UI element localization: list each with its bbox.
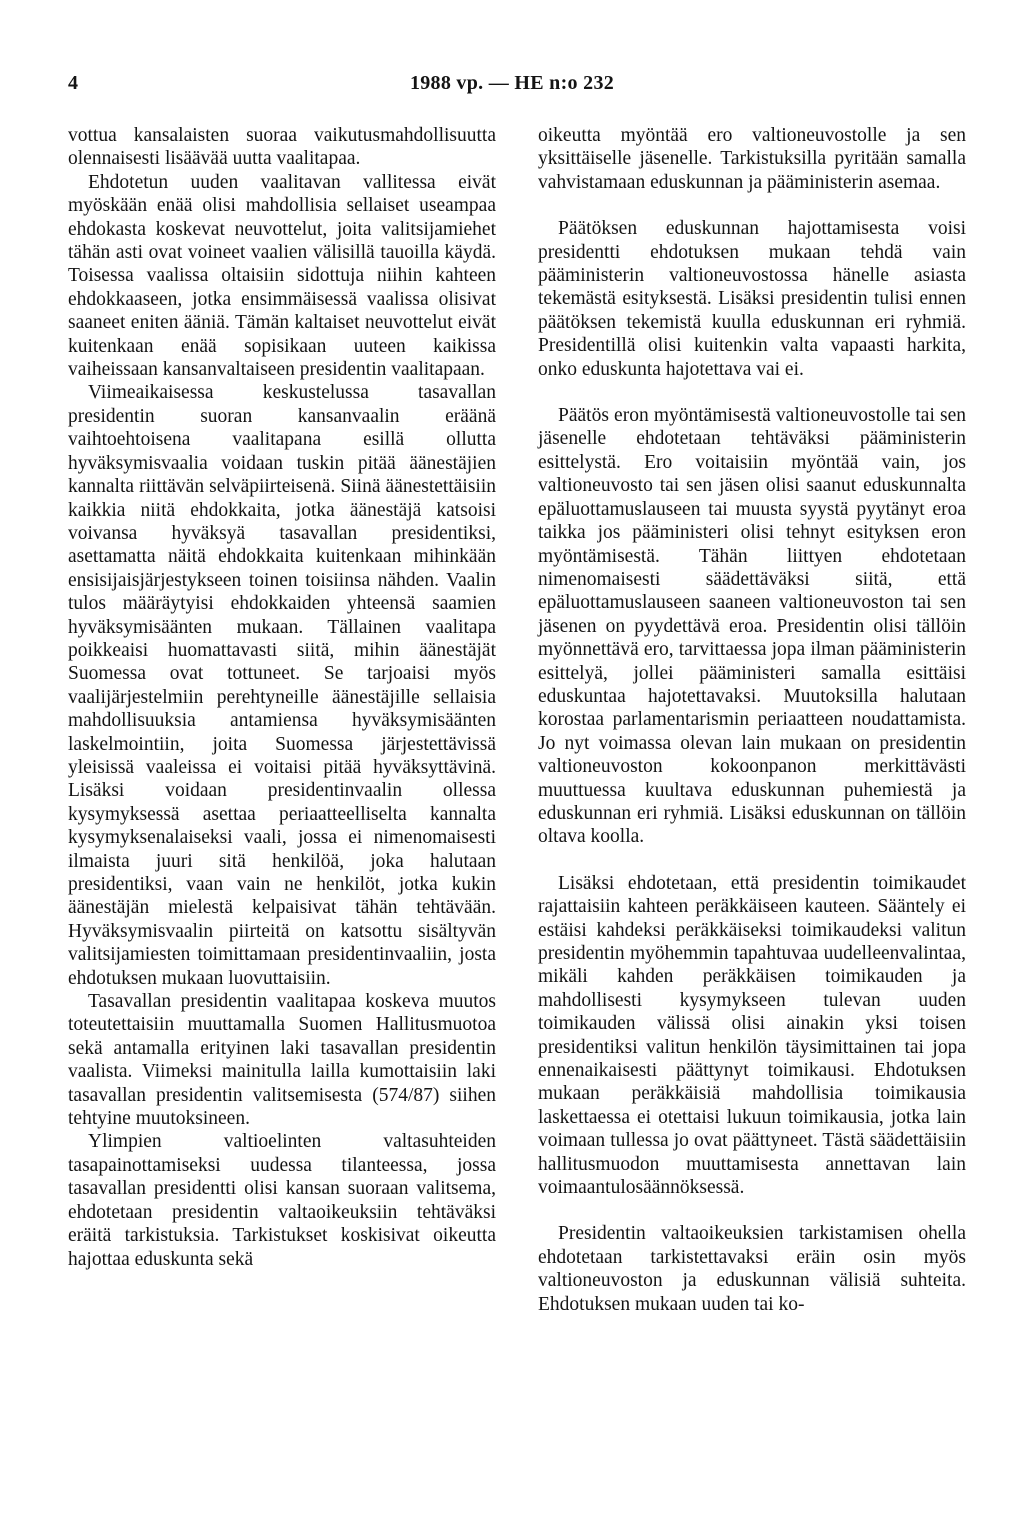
left-paragraph-2: Ehdotetun uuden vaalitavan vallitessa eivät myöskään enää olisi mahdollisia sellaiset useampaa ehdokasta koskevat neuvottelut, joita valitsijamiehet tähän asti ovat voineet vaalien välisillä tauoilla käydä. Toisessa vaalissa oltaisiin sidottuja niihin kahteen ehdokkaaseen, jotka ensimmäisessä vaalissa olisivat saaneet eniten ääniä. Tämän kaltaiset neuvottelut eivät kuitenkaan enää sopisikaan uuteen kaikissa vaiheissaan kansanvaltaiseen presidentin vaalitapaan. [68,171,496,381]
right-paragraph-1: oikeutta myöntää ero valtioneuvostolle ja sen yksittäiselle jäsenelle. Tarkistuksilla pyritään samalla vahvistamaan eduskunnan ja pääministerin asemaa. [538,125,966,193]
right-paragraph-2: Päätöksen eduskunnan hajottamisesta voisi presidentti ehdotuksen mukaan tehdä vain pääministerin valtioneuvostossa hänelle asiasta tekemästä esityksestä. Lisäksi presidentin tulisi ennen päätöksen tekemistä kuulla eduskunnan eri ryhmiä. Presidentillä olisi kuitenkin valta vapaasti harkita, onko eduskunta hajotettava vai ei. [538,218,966,380]
left-column [68,124,496,1271]
right-paragraph-5: Presidentin valtaoikeuksien tarkistamisen ohella ehdotetaan tarkistettavaksi eräin osin myös valtioneuvoston ja eduskunnan välisiä suhteita. Ehdotuksen mukaan uuden tai ko- [538,1223,966,1315]
right-paragraph-3: Päätös eron myöntämisestä valtioneuvostolle tai sen jäsenelle ehdotetaan tehtäväksi pääministerin esittelystä. Ero voitaisiin myöntää vain, jos valtioneuvosto tai sen jäsen olisi saanut eduskunnalta epäluottamuslauseen tai muusta syystä pyytänyt eroa taikka jos pääministeri olisi tehnyt esityksen eron myöntämisestä. Tähän liittyen ehdotetaan nimenomaisesti säädettäväksi siitä, että epäluottamuslauseen saaneen valtioneuvoston tai sen jäsenen on pyydettävä eroa. Presidentin olisi tällöin myönnettävä ero, tarvittaessa jopa ilman pääministerin esittelyä, jollei pääministeri samalla esittäisi eduskuntaa hajotettavaksi. Muutoksilla halutaan korostaa parlamentarismin periaatteen noudattamista. Jo nyt voimassa olevan lain mukaan on presidentin valtioneuvoston kokoonpanon merkittävästi muuttuessa kuultava eduskunnan puhemiestä ja eduskunnan eri ryhmiä. Lisäksi eduskunnan on tällöin oltava koolla. [538,405,966,848]
left-paragraph-4: Tasavallan presidentin vaalitapaa koskeva muutos toteutettaisiin muuttamalla Suomen Hallitusmuotoa sekä antamalla erityinen laki tasavallan presidentin vaalista. Viimeksi mainitulla lailla kumottaisiin laki tasavallan presidentin valitsemisesta (574/87) siihen tehtyine muutoksineen. [68,991,496,1130]
running-title: 1988 vp. — HE n:o 232 [409,72,615,94]
left-paragraph-1: vottua kansalaisten suoraa vaikutusmahdollisuutta olennaisesti lisäävää uutta vaalitapaa. [68,125,496,170]
left-paragraph-3: Viimeaikaisessa keskustelussa tasavallan presidentin suoran kansanvaalin eräänä vaihtoehtoisena vaalitapana esillä ollutta hyväksymisvaalia voidaan tuskin pitää äänestäjien kannalta riittävän selväpiirteisenä. Siinä äänestettäisiin kaikkia niitä ehdokkaita, jotka äänestäjä katsoisi voivansa hyväksyä tasavallan presidentiksi, asettamatta näitä ehdokkaita kuitenkaan mihinkään ensisijaisjärjestykseen toinen toisiinsa nähden. Vaalin tulos määräytyisi ehdokkaiden yhteensä saamien hyväksymisäänten mukaan. Tällainen vaalitapa poikkeaisi huomattavasti siitä, mihin äänestäjät Suomessa ovat tottuneet. Se tarjoaisi myös vaalijärjestelmiin perehtyneille äänestäjille sellaisia mahdollisuuksia antamiensa hyväksymisäänten laskelmointiin, joita Suomessa järjestettävissä yleisissä vaaleissa ei voitaisi pitää hyväksyttävinä. Lisäksi voidaan presidentinvaalin ollessa kysymyksessä asettaa periaatteelliselta kannalta kysymyksenalaiseksi vaali, jossa ei nimenomaisesti ilmaista juuri sitä henkilöä, joka halutaan presidentiksi, vaan vain ne henkilöt, jotka kukin äänestäjän mielestä kelpaisivat tähän tehtävään. Hyväksymisvaalin piirteitä on katsottu sisältyvän valitsijamiesten toimittamaan presidentinvaaliin, josta ehdotuksen mukaan luovuttaisiin. [68,382,496,989]
page-number: 4 [68,72,78,94]
left-paragraph-5: Ylimpien valtioelinten valtasuhteiden tasapainottamiseksi uudessa tilanteessa, jossa tasavallan presidentti olisi kansan suoraan valitsema, ehdotetaan presidentin valtaoikeuksiin tehtäväksi eräitä tarkistuksia. Tarkistukset koskisivat oikeutta hajottaa eduskunta sekä [68,1131,496,1270]
right-paragraph-4: Lisäksi ehdotetaan, että presidentin toimikaudet rajattaisiin kahteen peräkkäiseen kauteen. Sääntely ei estäisi kahdeksi peräkkäiseksi toimikaudeksi valitun presidentin myöhemmin tapahtuvaa uudelleenvalintaa, mikäli kahden peräkkäisen toimikauden ja mahdollisesti kysymykseen tulevan uuden toimikauden välissä olisi ainakin yksi toisen presidentiksi valitun henkilön täysimittainen tai jopa ennenaikaisesti päättynyt toimikausi. Ehdotuksen mukaan peräkkäisiä mahdollisia toimikausia laskettaessa ei otettaisi lukuun toimikausia, jotka lain voimaan tullessa jo ovat päättyneet. Tästä säädettäisiin hallitusmuodon muuttamisesta annettavan lain voimaantulosäännöksessä. [538,872,966,1199]
right-column [538,124,966,1316]
page-header [0,72,1024,102]
